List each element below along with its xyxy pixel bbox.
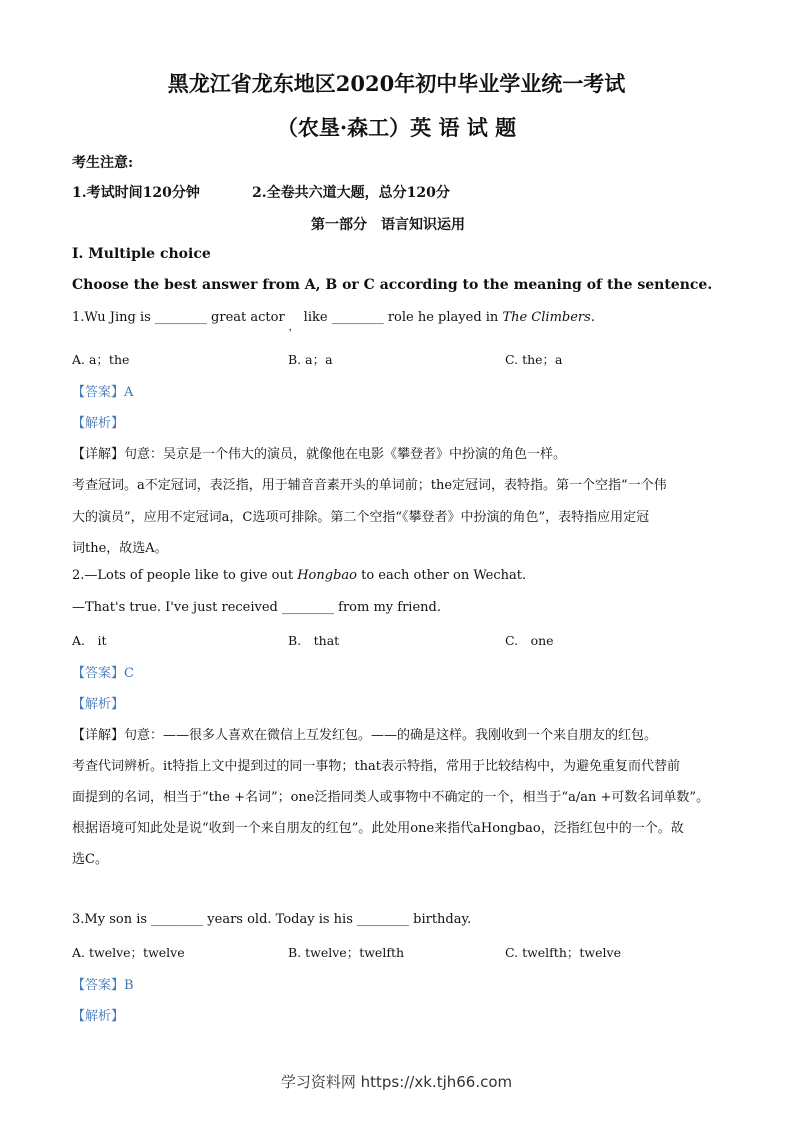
question-2-option-c: C. one (505, 633, 554, 648)
question-2-option-a: A. it (72, 633, 107, 648)
section-heading: I. Multiple choice (72, 246, 211, 262)
question-2-detail-line: 【详解】句意：——很多人喜欢在微信上互发红包。——的确是这样。我刚收到一个来自朋友的红包。 (72, 728, 658, 743)
question-2-analysis-label: 【解析】 (72, 697, 125, 712)
question-2-stem (72, 568, 526, 583)
notice-label: 考生注意: (72, 155, 134, 171)
question-3-option-a: A. twelve；twelve (72, 945, 185, 960)
stem-text: . (590, 310, 595, 325)
question-3-analysis-label: 【解析】 (72, 1009, 125, 1024)
question-1-stem (72, 309, 595, 333)
stem-text: 2.—Lots of people like to give out (72, 568, 298, 583)
question-2-stem-reply: —That's true. I've just received ________ from my friend. (72, 600, 441, 615)
stem-mark: ， (288, 322, 299, 333)
notice-item-score: 2.全卷共六道大题，总分120分 (252, 185, 450, 201)
part-title: 第一部分 语言知识运用 (311, 217, 465, 233)
question-2-detail-line: 根据语境可知此处是说“收到一个来自朋友的红包”。此处用one来指代aHongbao，泛指红包中的一个。故 (72, 821, 684, 836)
hongbao-term: Hongbao (297, 568, 357, 583)
exam-subtitle: （农垦·森工）英 语 试 题 (276, 115, 517, 140)
footer-watermark: 学习资料网 https://xk.tjh66.com (280, 1073, 513, 1091)
section-instruction: Choose the best answer from A, B or C according to the meaning of the sentence. (72, 277, 713, 293)
question-1-detail-line: 考查冠词。a不定冠词，表泛指，用于辅音音素开头的单词前；the定冠词，表特指。第一个空指“一个伟 (72, 478, 667, 493)
question-1-analysis-label: 【解析】 (72, 416, 125, 431)
question-2-option-b: B. that (288, 633, 340, 648)
question-2-detail-line: 考查代词辨析。it特指上文中提到过的同一事物；that表示特指，常用于比较结构中，为避免重复而代替前 (72, 759, 680, 774)
question-1-detail-line: 大的演员”，应用不定冠词a，C选项可排除。第二个空指“《攀登者》中扮演的角色”，表特指应用定冠 (72, 510, 650, 525)
question-1-answer: 【答案】A (72, 385, 134, 400)
question-2-detail-line: 面提到的名词，相当于“the +名词”；one泛指同类人或事物中不确定的一个，相当于“a/an +可数名词单数”。 (72, 790, 710, 805)
question-1-detail-line: 词the，故选A。 (72, 541, 168, 556)
stem-text: 1.Wu Jing is ________ great actor (72, 310, 285, 325)
question-3-answer: 【答案】B (72, 978, 134, 993)
question-3-option-c: C. twelfth；twelve (505, 945, 621, 960)
question-2-answer: 【答案】C (72, 666, 134, 681)
question-1-option-a: A. a；the (72, 352, 130, 367)
exam-title: 黑龙江省龙东地区2020年初中毕业学业统一考试 (167, 71, 626, 96)
question-1-option-c: C. the；a (505, 352, 563, 367)
question-3-option-b: B. twelve；twelfth (288, 945, 405, 960)
notice-item-time: 1.考试时间120分钟 (72, 185, 200, 201)
question-1-option-b: B. a；a (288, 352, 333, 367)
stem-text: like ________ role he played in (303, 310, 503, 325)
movie-title: The Climbers (502, 310, 591, 325)
question-1-detail-line: 【详解】句意：吴京是一个伟大的演员，就像他在电影《攀登者》中扮演的角色一样。 (72, 447, 567, 462)
stem-text: to each other on Wechat. (356, 568, 527, 583)
question-3-stem: 3.My son is ________ years old. Today is his ________ birthday. (72, 912, 472, 927)
question-2-detail-line: 选C。 (72, 852, 108, 867)
